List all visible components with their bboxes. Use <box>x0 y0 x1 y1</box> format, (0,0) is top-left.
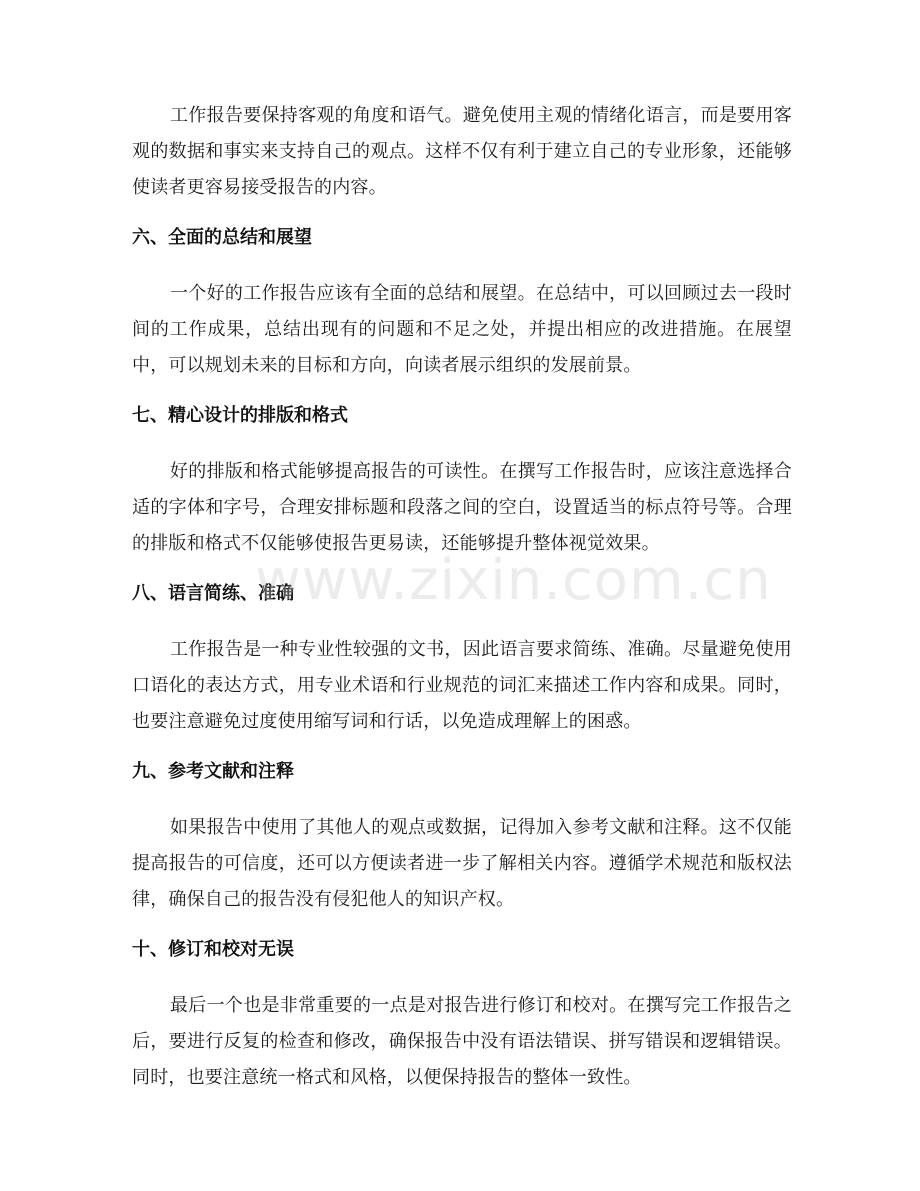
section-paragraph-7: 好的排版和格式能够提高报告的可读性。在撰写工作报告时，应该注意选择合适的字体和字号，合理安排标题和段落之间的空白，设置适当的标点符号等。合理的排版和格式不仅能够使报告更易读，还能够提升整体视觉效果。 <box>132 461 792 554</box>
section-paragraph-8: 工作报告是一种专业性较强的文书，因此语言要求简练、准确。尽量避免使用口语化的表达方式，用专业术语和行业规范的词汇来描述工作内容和成果。同时，也要注意避免过度使用缩写词和行话，以免造成理解上的困惑。 <box>132 639 792 732</box>
watermark-text: www.zixin.com.cn <box>255 548 772 613</box>
intro-paragraph: 工作报告要保持客观的角度和语气。避免使用主观的情绪化语言，而是要用客观的数据和事实来支持自己的观点。这样不仅有利于建立自己的专业形象，还能够使读者更容易接受报告的内容。 <box>132 105 792 198</box>
section-heading-7: 七、精心设计的排版和格式 <box>132 405 348 426</box>
section-paragraph-10: 最后一个也是非常重要的一点是对报告进行修订和校对。在撰写完工作报告之后，要进行反复的检查和修改，确保报告中没有语法错误、拼写错误和逻辑错误。同时，也要注意统一格式和风格，以便保持报告的整体一致性。 <box>132 995 792 1088</box>
section-heading-10: 十、修订和校对无误 <box>132 939 294 960</box>
document-body <box>132 98 792 1096</box>
section-heading-8: 八、语言简练、准确 <box>132 583 294 604</box>
section-paragraph-6: 一个好的工作报告应该有全面的总结和展望。在总结中，可以回顾过去一段时间的工作成果，总结出现有的问题和不足之处，并提出相应的改进措施。在展望中，可以规划未来的目标和方向，向读者展示组织的发展前景。 <box>132 283 792 376</box>
section-heading-9: 九、参考文献和注释 <box>132 761 294 782</box>
section-heading-6: 六、全面的总结和展望 <box>132 227 312 248</box>
section-paragraph-9: 如果报告中使用了其他人的观点或数据，记得加入参考文献和注释。这不仅能提高报告的可信度，还可以方便读者进一步了解相关内容。遵循学术规范和版权法律，确保自己的报告没有侵犯他人的知识产权。 <box>132 817 792 910</box>
